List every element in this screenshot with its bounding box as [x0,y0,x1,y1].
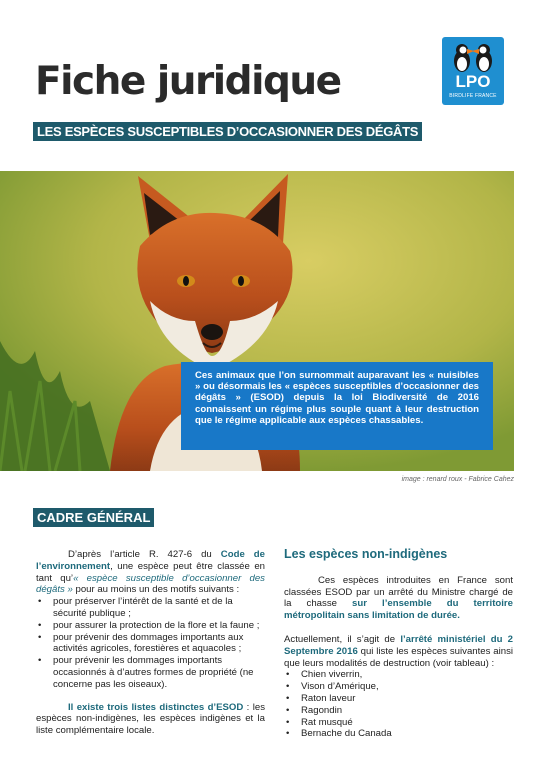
intro-text-1: D’après l’article R. 427-6 du [68,549,221,560]
page-title: Fiche juridique [35,59,341,104]
non-indigenous-heading: Les espèces non-indigènes [284,547,448,561]
lists-paragraph [36,702,265,737]
section-title: CADRE GÉNÉRAL [33,508,154,527]
intro-paragraph [36,549,265,596]
list-item: • Vison d’Amérique, [284,681,513,693]
non-indigenous-text: Ces espèces introduites en France sont classées ESOD par un arrêté du Ministre chargé de la chasse [284,574,513,610]
list-item: • Rat musqué [284,717,513,729]
logo-text: LPO [455,72,491,91]
right-column [284,549,513,740]
non-indigenous-paragraph [284,575,513,622]
intro-text-2: , une espèce peut être classée en tant qu’ [36,560,265,584]
list-item: • Ragondin [284,705,513,717]
logo-subtext: BIRDLIFE FRANCE [449,93,497,99]
page-subtitle: LES ESPÈCES SUSCEPTIBLES D’OCCASIONNER DES DÉGÂTS [33,122,422,141]
photo-credit: image : renard roux - Fabrice Cahez [401,476,514,483]
lpo-logo[interactable] [442,37,504,105]
arrete-text-2: qui liste les espèces suivantes ainsi que leurs modalités de destruction (voir tableau) : [284,645,513,669]
three-lists-highlight: Il existe trois listes distinctes d’ESOD [68,701,244,713]
species-list [284,669,513,740]
intro-text-3: pour au moins un des motifs suivants : [72,584,240,596]
arrete-paragraph [284,634,513,669]
three-lists-text: : les espèces non-indigènes, les espèces indigènes et la liste complémentaire locale. [36,701,265,737]
territory-highlight: sur l’ensemble du territoire métropolitain sans limitation de durée. [284,598,513,622]
list-item: • Raton laveur [284,693,513,705]
esod-quote: « espèce susceptible d’occasionner des dégâts » [36,572,265,596]
list-item: • pour préserver l’intérêt de la santé et de la sécurité publique ; [36,596,265,620]
code-environnement-link[interactable]: Code de l’environnement [36,549,265,572]
arrete-text-1: Actuellement, il s’agit de [284,633,401,645]
list-item: • Bernache du Canada [284,728,513,740]
list-item: • pour prévenir des dommages importants aux activités agricoles, forestières et aquacoles ; [36,632,265,656]
arrete-highlight: l’arrêté ministériel du 2 Septembre 2016 [284,633,513,657]
list-item: • pour prévenir les dommages importants occasionnés à d’autres formes de propriété (ne concerne pas les oiseaux). [36,655,265,690]
list-item: • pour assurer la protection de la flore et la faune ; [36,620,265,632]
motifs-list [36,596,265,690]
list-item: • Chien viverrin, [284,669,513,681]
photo-caption: Ces animaux que l’on surnommait auparavant les « nuisibles » ou désormais les « espèces susceptibles d’occasionner des dégâts » (ESOD) depuis la loi Biodiversité de 2016 connaissent un régime plus souple quant à leur destruction que le régime applicable aux espèces chassables. [181,362,493,450]
left-column [36,549,265,737]
puffin-icon [442,37,504,77]
